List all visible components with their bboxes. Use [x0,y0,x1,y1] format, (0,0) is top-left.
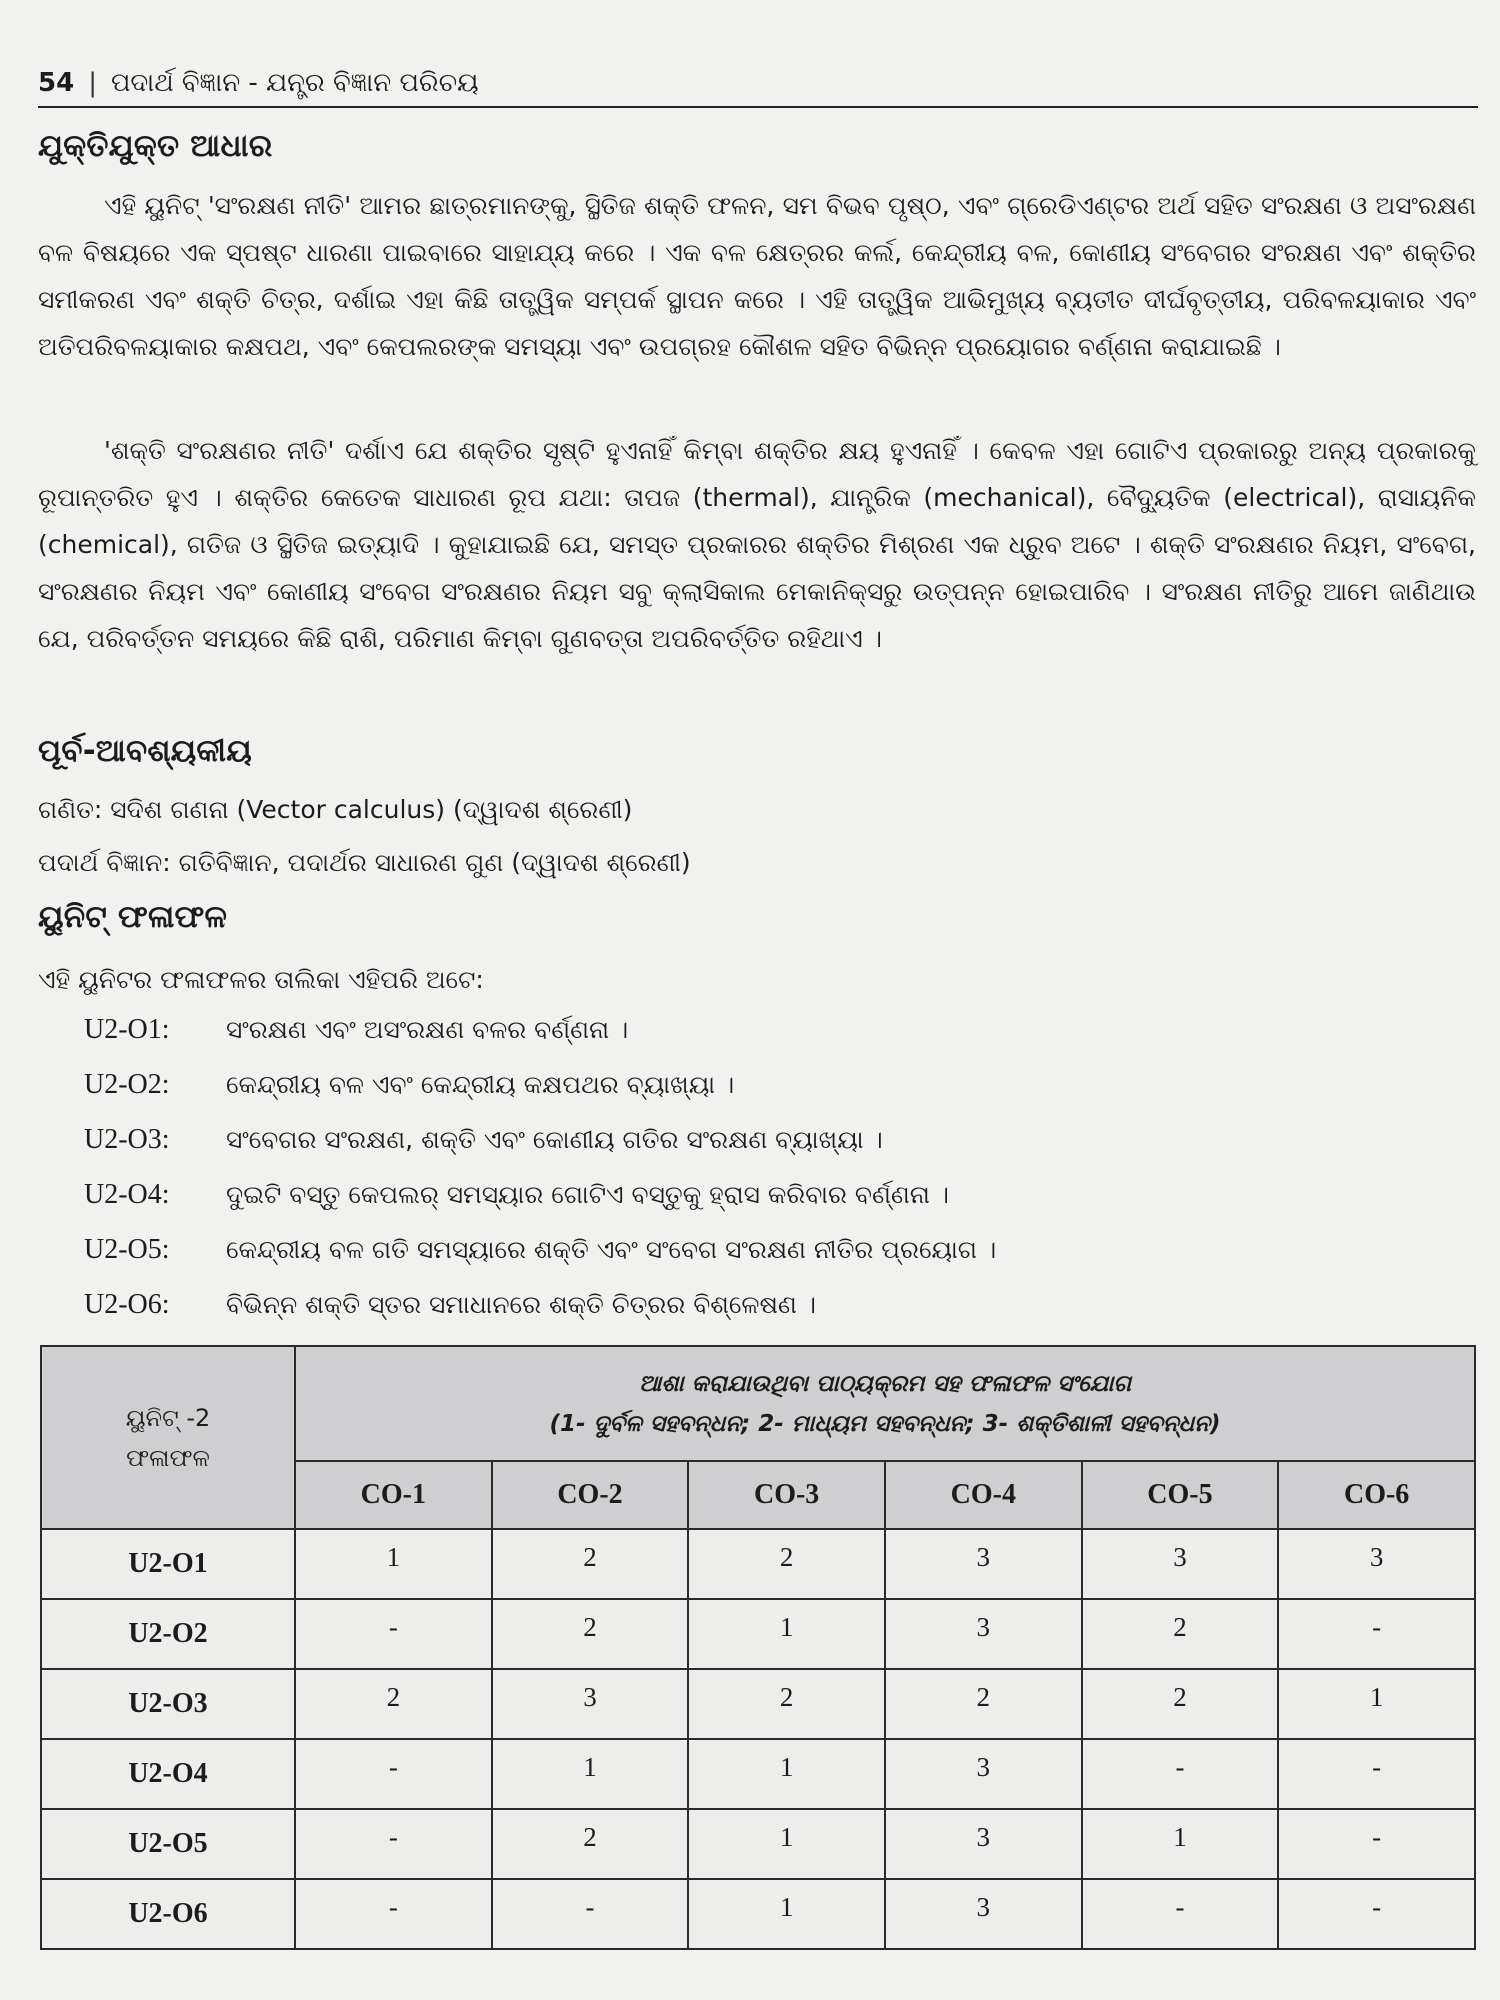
table-cell: 2 [688,1669,885,1739]
row-label: U2-O2 [41,1599,295,1669]
table-cell: 2 [1082,1669,1279,1739]
table-row [41,1879,1475,1949]
table-cell: - [1278,1599,1475,1669]
outcome-item [84,1063,734,1107]
rationale-heading: ଯୁକ୍ତିଯୁକ୍ତ ଆଧାର [38,128,273,164]
outcome-code: U2-O5: [84,1234,170,1265]
table-cell: 1 [1082,1809,1279,1879]
table-row [41,1529,1475,1599]
outcome-item [84,1173,949,1217]
table-cell: - [295,1739,492,1809]
row-label: U2-O1 [41,1529,295,1599]
prerequisite-math: ଗଣିତ: ସଦିଶ ଗଣନା (Vector calculus) (ଦ୍ୱାଦଶ ଶ୍ରେଣୀ) [38,795,633,824]
mapping-legend: (1- ଦୁର୍ବଳ ସହବନ୍ଧନ; 2- ମାଧ୍ୟମ ସହବନ୍ଧନ; 3- ଶକ୍ତିଶାଳୀ ସହବନ୍ଧନ) [549,1410,1221,1437]
row-label: U2-O5 [41,1809,295,1879]
table-cell: - [1082,1879,1279,1949]
outcome-text: କେନ୍ଦ୍ରୀୟ ବଳ ଗତି ସମସ୍ୟାରେ ଶକ୍ତି ଏବଂ ସଂବେଗ ସଂରକ୍ଷଣ ନୀତିର ପ୍ରୟୋଗ । [226,1235,997,1264]
table-cell: 1 [688,1739,885,1809]
table-cell: - [295,1879,492,1949]
column-header-co2: CO-2 [492,1461,689,1529]
prerequisite-physics: ପଦାର୍ଥ ବିଜ୍ଞାନ: ଗତିବିଜ୍ଞାନ, ପଦାର୍ଥର ସାଧାରଣ ଗୁଣ (ଦ୍ୱାଦଶ ଶ୍ରେଣୀ) [38,848,691,877]
outcome-text: ବିଭିନ୍ନ ଶକ୍ତି ସ୍ତର ସମାଧାନରେ ଶକ୍ତି ଚିତ୍ରର ବିଶ୍ଳେଷଣ । [226,1290,817,1319]
mapping-title: ଆଶା କରାଯାଉଥିବା ପାଠ୍ୟକ୍ରମ ସହ ଫଳାଫଳ ସଂଯୋଗ [638,1370,1132,1397]
table-cell: 2 [688,1529,885,1599]
table-cell: 3 [885,1879,1082,1949]
outcomes-heading: ୟୁନିଟ୍ ଫଳାଫଳ [38,899,228,935]
table-cell: 2 [295,1669,492,1739]
outcome-item [84,1228,996,1272]
table-cell: 2 [885,1669,1082,1739]
table-cell: 3 [1082,1529,1279,1599]
prerequisites-heading: ପୂର୍ବ-ଆବଶ୍ୟକୀୟ [38,733,253,769]
table-cell: 1 [688,1809,885,1879]
table-cell: 1 [688,1879,885,1949]
table-cell: - [295,1599,492,1669]
table-cell: 1 [492,1739,689,1809]
outcome-code: U2-O3: [84,1124,170,1155]
rationale-paragraph-2: 'ଶକ୍ତି ସଂରକ୍ଷଣର ନୀତି' ଦର୍ଶାଏ ଯେ ଶକ୍ତିର ସୃଷ୍ଟି ହୁଏନାହିଁ କିମ୍ବା ଶକ୍ତିର କ୍ଷୟ ହୁଏନାହିଁ । କେବଳ ଏହା ଗୋଟିଏ ପ୍ରକାରରୁ ଅନ୍ୟ ପ୍ରକାରକୁ ରୂପାନ୍ତରିତ ହୁଏ । ଶକ୍ତିର କେତେକ ସାଧାରଣ ରୂପ ଯଥା: ତାପଜ (thermal), ଯାନ୍ତ୍ରିକ (mechanical), ବୈଦ୍ୟୁତିକ (electrical), ରାସାୟନିକ (chemical), ଗତିଜ ଓ ସ୍ଥିତିଜ ଇତ୍ୟାଦି । କୁହାଯାଇଛି ଯେ, ସମସ୍ତ ପ୍ରକାରର ଶକ୍ତିର ମିଶ୍ରଣ ଏକ ଧ୍ରୁବ ଅଟେ । ଶକ୍ତି ସଂରକ୍ଷଣର ନିୟମ, ସଂବେଗ, ସଂରକ୍ଷଣର ନିୟମ ଏବଂ କୋଣୀୟ ସଂବେଗ ସଂରକ୍ଷଣର ନିୟମ ସବୁ କ୍ଲାସିକାଲ ମେକାନିକ୍ସରୁ ଉତ୍ପନ୍ନ ହୋଇପାରିବ । ସଂରକ୍ଷଣ ନୀତିରୁ ଆମେ ଜାଣିଥାଉ ଯେ, ପରିବର୍ତ୍ତନ ସମୟରେ କିଛି ରାଶି, ପରିମାଣ କିମ୍ବା ଗୁଣବତ୍ତା ଅପରିବର୍ତ୍ତିତ ରହିଥାଏ । [38,436,1476,653]
table-cell: 2 [492,1809,689,1879]
unit-header-line2: ଫଳାଫଳ [126,1443,210,1472]
table-cell: - [1278,1809,1475,1879]
table-cell: - [1278,1739,1475,1809]
table-cell: - [492,1879,689,1949]
table-row [41,1739,1475,1809]
table-cell: 2 [1082,1599,1279,1669]
outcome-text: ଦୁଇଟି ବସ୍ତୁ କେପଲର୍ ସମସ୍ୟାର ଗୋଟିଏ ବସ୍ତୁକୁ ହ୍ରାସ କରିବାର ବର୍ଣ୍ଣନା । [226,1180,950,1209]
outcome-item [84,1008,628,1052]
table-cell: 2 [492,1599,689,1669]
table-cell: 3 [492,1669,689,1739]
outcome-code: U2-O4: [84,1179,170,1210]
outcome-mapping-table [40,1345,1476,1950]
unit-header-line1: ୟୁନିଟ୍ -2 [125,1403,211,1432]
table-cell: 1 [1278,1669,1475,1739]
page-header [38,60,1478,108]
table-cell: 3 [885,1809,1082,1879]
column-header-co5: CO-5 [1082,1461,1279,1529]
rationale-paragraph-1: ଏହି ୟୁନିଟ୍ 'ସଂରକ୍ଷଣ ନୀତି' ଆମର ଛାତ୍ରମାନଙ୍କୁ, ସ୍ଥିତିଜ ଶକ୍ତି ଫଳନ, ସମ ବିଭବ ପୃଷ୍ଠ, ଏବଂ ଗ୍ରେଡିଏଣ୍ଟର ଅର୍ଥ ସହିତ ସଂରକ୍ଷଣ ଓ ଅସଂରକ୍ଷଣ ବଳ ବିଷୟରେ ଏକ ସ୍ପଷ୍ଟ ଧାରଣା ପାଇବାରେ ସାହାଯ୍ୟ କରେ । ଏକ ବଳ କ୍ଷେତ୍ରର କର୍ଲ, କେନ୍ଦ୍ରୀୟ ବଳ, କୋଣୀୟ ସଂବେଗର ସଂରକ୍ଷଣ ଏବଂ ଶକ୍ତିର ସମୀକରଣ ଏବଂ ଶକ୍ତି ଚିତ୍ର, ଦର୍ଶାଇ ଏହା କିଛି ତାତ୍ତ୍ୱିକ ସମ୍ପର୍କ ସ୍ଥାପନ କରେ । ଏହି ତାତ୍ତ୍ୱିକ ଆଭିମୁଖ୍ୟ ବ୍ୟତୀତ ଦୀର୍ଘବୃତ୍ତୀୟ, ପରିବଳୟାକାର ଏବଂ ଅତିପରିବଳୟାକାର କକ୍ଷପଥ, ଏବଂ କେପଲରଙ୍କ ସମସ୍ୟା ଏବଂ ଉପଗ୍ରହ କୌଶଳ ସହିତ ବିଭିନ୍ନ ପ୍ରୟୋଗର ବର୍ଣ୍ଣନା କରାଯାଇଛି । [38,191,1476,361]
table-cell: 3 [885,1739,1082,1809]
column-header-co4: CO-4 [885,1461,1082,1529]
table-cell: 1 [295,1529,492,1599]
table-cell: 3 [885,1599,1082,1669]
table-row [41,1599,1475,1669]
column-header-co3: CO-3 [688,1461,885,1529]
row-label: U2-O4 [41,1739,295,1809]
row-label: U2-O6 [41,1879,295,1949]
mapping-header [295,1346,1475,1461]
header-separator: | [88,68,97,98]
page-number: 54 [38,68,75,98]
outcome-text: ସଂରକ୍ଷଣ ଏବଂ ଅସଂରକ୍ଷଣ ବଳର ବର୍ଣ୍ଣନା । [226,1015,629,1044]
outcome-text: ସଂବେଗର ସଂରକ୍ଷଣ, ଶକ୍ତି ଏବଂ କୋଣୀୟ ଗତିର ସଂରକ୍ଷଣ ବ୍ୟାଖ୍ୟା । [226,1125,883,1154]
table-row [41,1669,1475,1739]
outcomes-intro: ଏହି ୟୁନିଟର ଫଳାଫଳର ତାଲିକା ଏହିପରି ଅଟେ: [38,965,484,994]
header-title: ପଦାର୍ଥ ବିଜ୍ଞାନ - ଯନ୍ତ୍ର ବିଜ୍ଞାନ ପରିଚୟ [110,67,479,98]
outcome-item [84,1118,883,1162]
outcome-code: U2-O6: [84,1289,170,1320]
row-label: U2-O3 [41,1669,295,1739]
outcome-code: U2-O1: [84,1014,170,1045]
table-cell: 3 [1278,1529,1475,1599]
outcome-item [84,1283,816,1327]
table-row [41,1809,1475,1879]
unit-outcome-header [41,1346,295,1529]
table-cell: 1 [688,1599,885,1669]
column-header-co6: CO-6 [1278,1461,1475,1529]
table-cell: - [295,1809,492,1879]
table-cell: 3 [885,1529,1082,1599]
outcome-text: କେନ୍ଦ୍ରୀୟ ବଳ ଏବଂ କେନ୍ଦ୍ରୀୟ କକ୍ଷପଥର ବ୍ୟାଖ୍ୟା । [226,1070,735,1099]
table-cell: - [1278,1879,1475,1949]
table-cell: - [1082,1739,1279,1809]
outcome-code: U2-O2: [84,1069,170,1100]
column-header-co1: CO-1 [295,1461,492,1529]
table-cell: 2 [492,1529,689,1599]
